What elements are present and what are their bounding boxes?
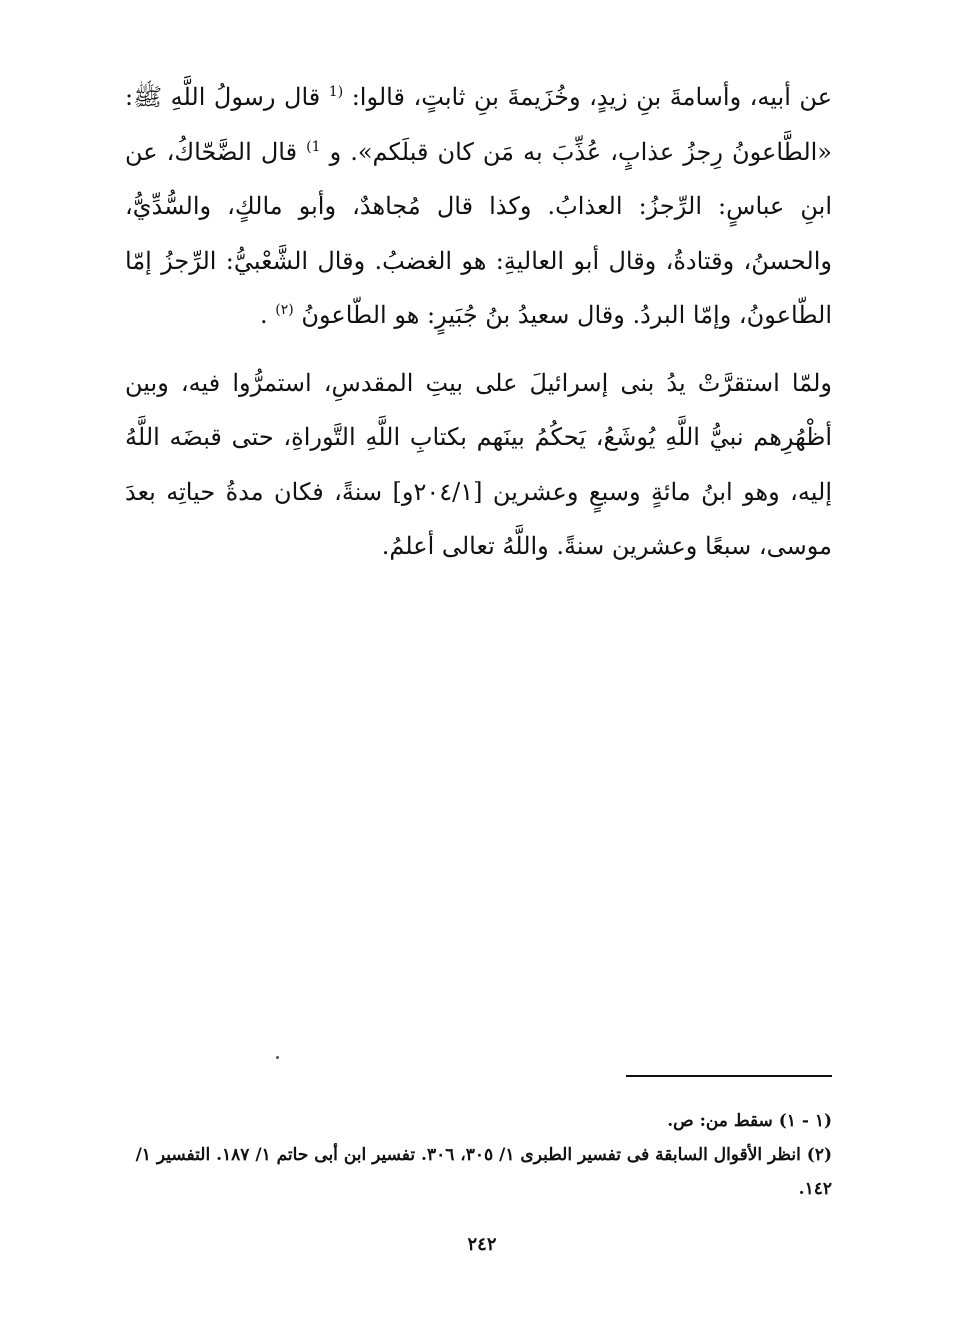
footnote-ref-1-open: (1 [328,84,344,100]
paragraph-1 [125,70,832,343]
paragraph-1-text-c: قال الضَّحّاكُ، عن ابنِ عباسٍ: الرِّجزُ: العذابُ. وكذا قال مُجاهدٌ، وأبو مالكٍ، والسُّدِّيُّ، والحسنُ، وقتادةُ، وقال أبو العاليةِ: هو الغضبُ. وقال الشَّعْبيُّ: الرِّجزُ إمّا الطّاعونُ، وإمّا البردُ. وقال سعيدُ بنُ جُبَيرٍ: هو الطّاعونُ [125,137,833,329]
page-number: ٢٤٢ [467,1234,497,1255]
footnotes [125,1104,832,1206]
scan-speck [276,1056,279,1059]
paragraph-2 [125,356,832,574]
footnote-2: (٢) انظر الأقوال السابقة فى تفسير الطبرى ١/ ٣٠٥، ٣٠٦. تفسير ابن أبى حاتم ١/ ١٨٧. التفسير ١/ ١٤٢. [135,1145,832,1199]
paragraph-1-text-b: قال رسولُ اللَّهِ ﷺ: «الطَّاعونُ رِجزُ عذابٍ، عُذِّبَ به مَن كان قبلَكم». و [125,83,832,166]
main-text [125,70,832,574]
footnote-ref-2: (٢) [275,302,294,318]
paragraph-1-text-a: عن أبيه، وأسامةَ بنِ زيدٍ، وخُزَيمةَ بنِ ثابتٍ، قالوا: [351,83,833,111]
paragraph-2-text-b: سنةً، فكان مدةُ حياتِه بعدَ موسى، سبعًا وعشرين سنةً. واللَّهُ تعالى أعلمُ. [125,477,832,560]
footnote-ref-1-close: 1) [306,138,321,155]
paragraph-2-text-a: ولمّا استقرَّتْ يدُ بنى إسرائيلَ على بيتِ المقدسِ، استمرُّوا فيه، وبين أظْهُرِهم نبيُّ اللَّهِ يُوشَعُ، يَحكُمُ بينَهم بكتابِ اللَّهِ التَّوراةِ، حتى قبضَه اللَّهُ إليه، وهو ابنُ مائةٍ وسبعٍ وعشرين [125,368,833,506]
paragraph-1-end: . [259,301,268,329]
footnote-1: (١ - ١) سقط من: ص. [667,1111,832,1131]
manuscript-page-marker: [٢٠٤/١و] [392,477,483,506]
footnote-divider [626,1075,832,1077]
